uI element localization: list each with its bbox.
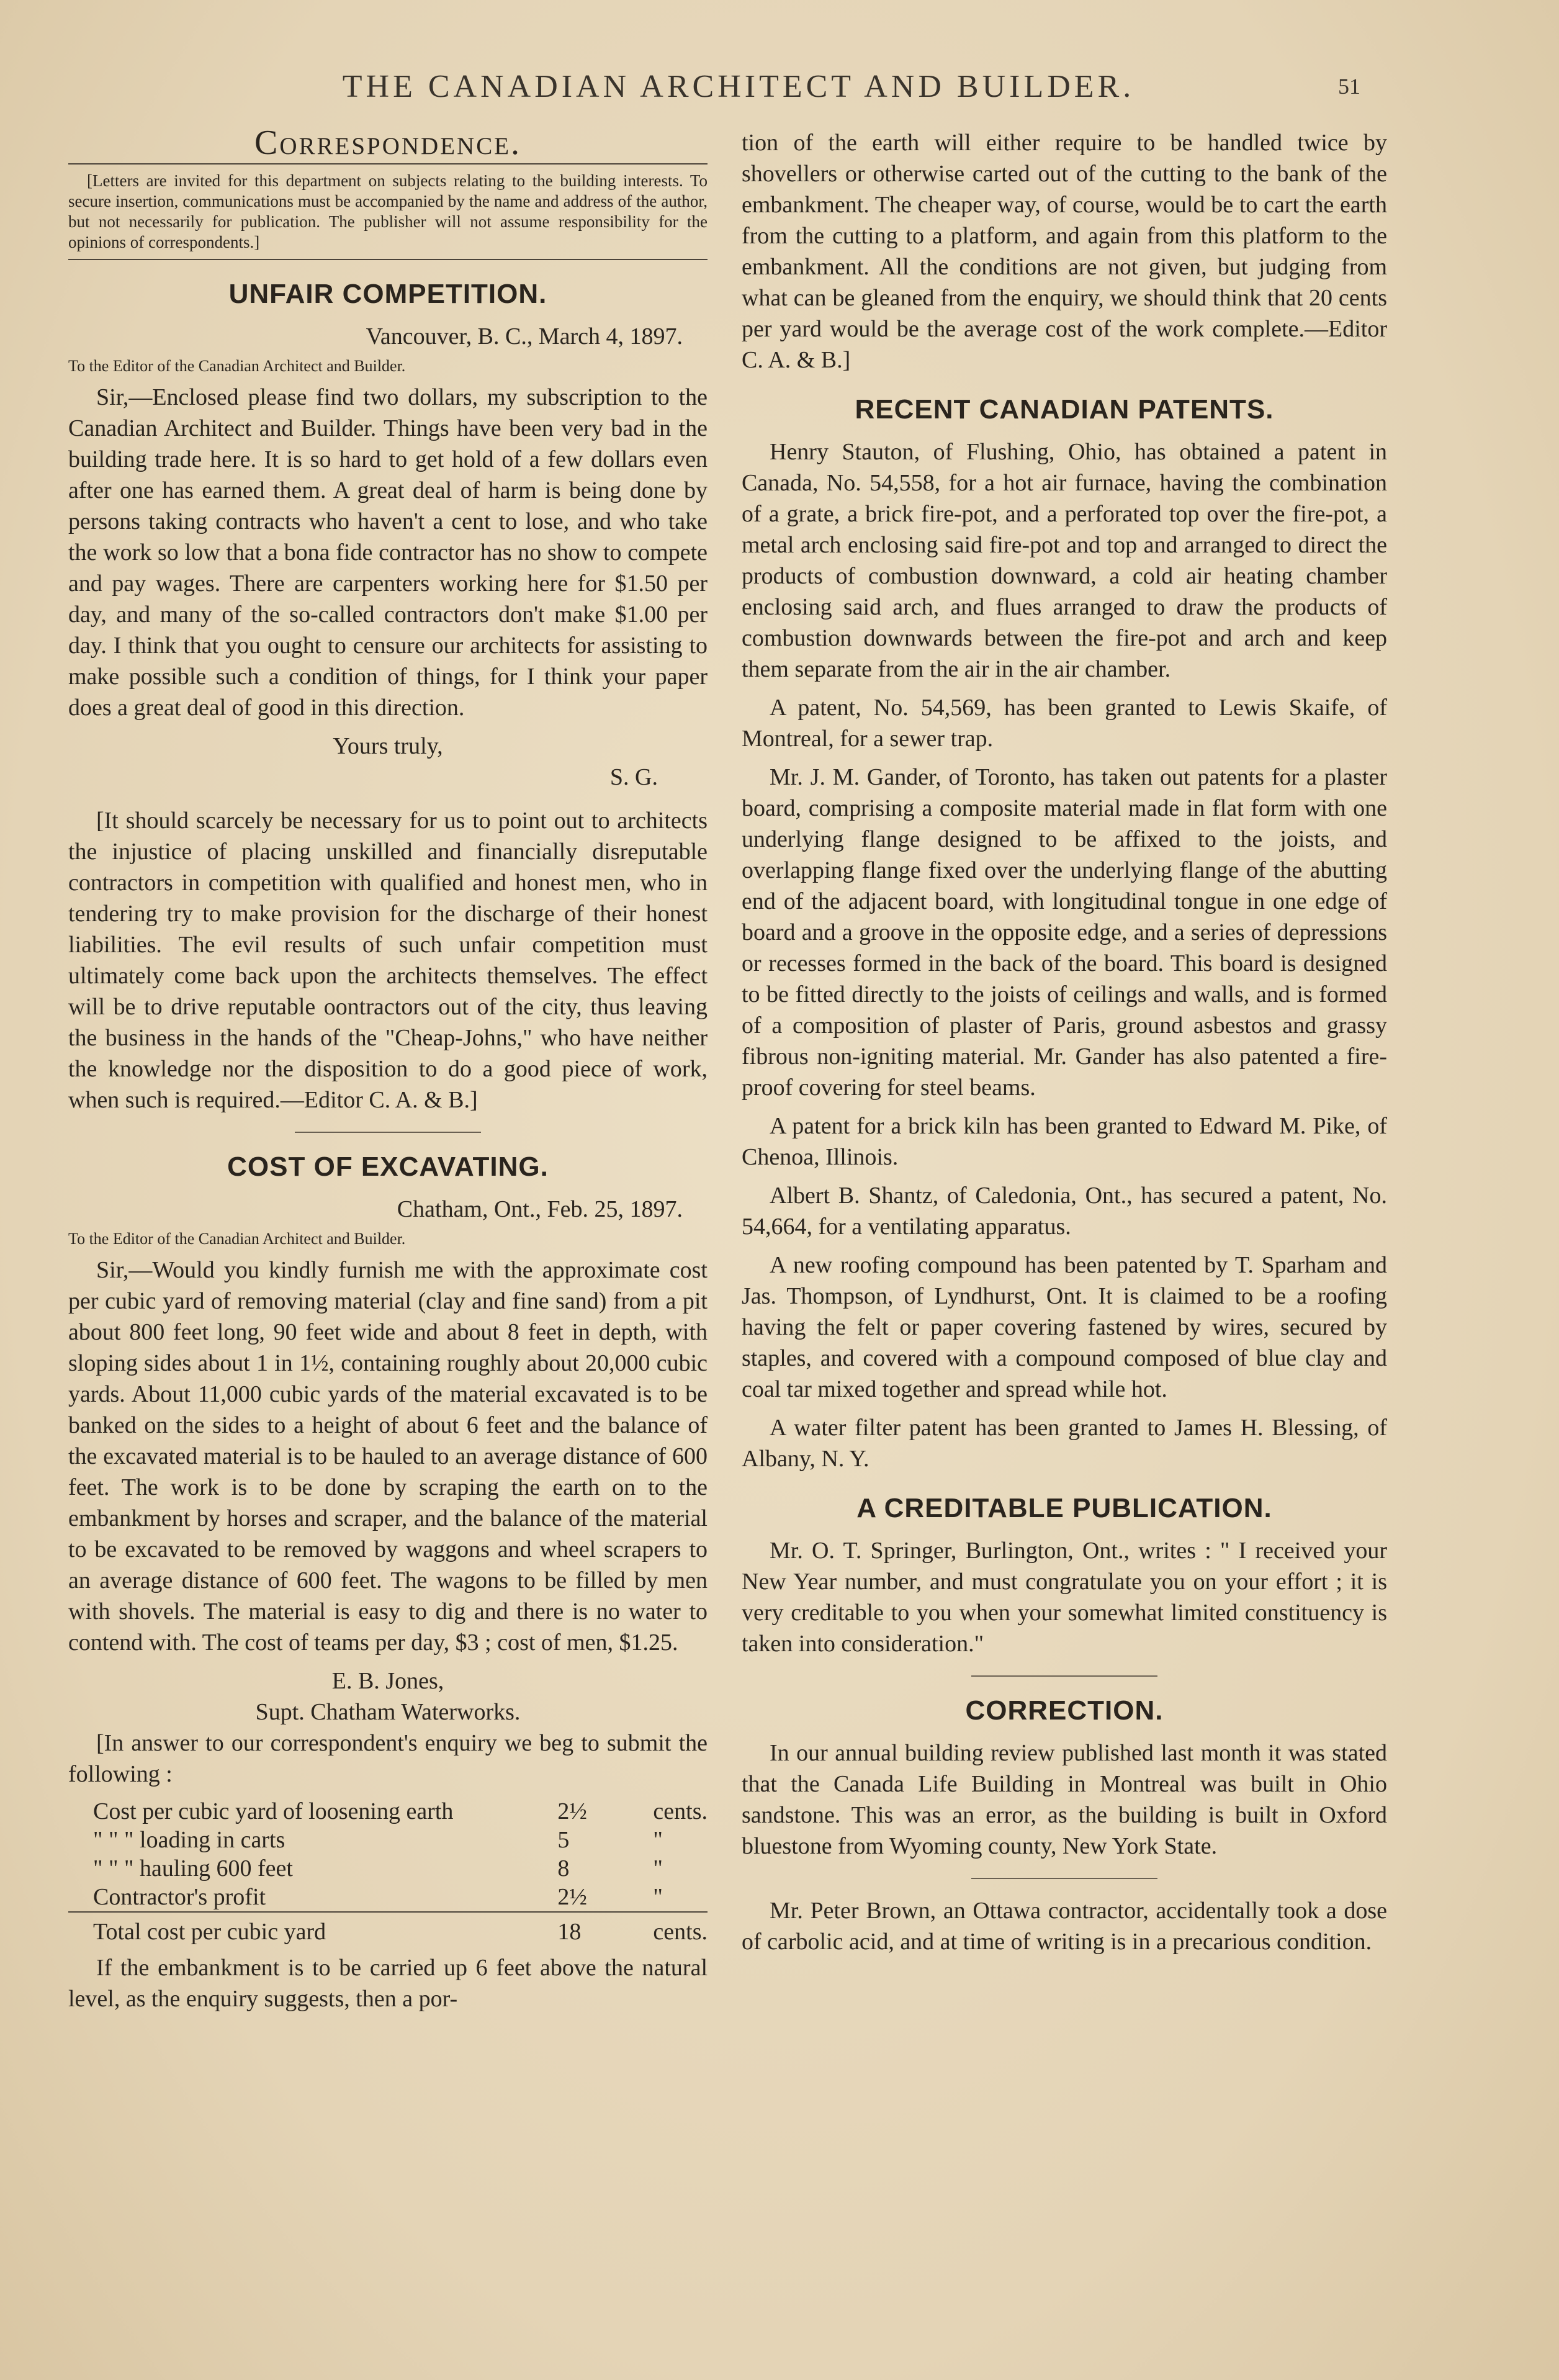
final-note: Mr. Peter Brown, an Ottawa contractor, accidentally took a dose of carbolic acid, and at time of writing is in a precarious condition. xyxy=(742,1898,1387,1955)
excavating-signature-name: E. B. Jones, xyxy=(331,1668,444,1694)
page-header xyxy=(0,68,1559,118)
cost-value: 2½ xyxy=(557,1798,587,1824)
unfair-closing: Yours truly, xyxy=(333,733,443,759)
cost-unit: " xyxy=(653,1884,663,1910)
cost-label: Contractor's profit xyxy=(93,1884,266,1910)
creditable-title: A CREDITABLE PUBLICATION. xyxy=(856,1493,1272,1523)
cost-table xyxy=(68,1797,708,1946)
patent-item: A new roofing compound has been patented by T. Sparham and Jas. Thompson, of Lyndhurst, Ont. It is claimed to be a roofing having the felt or paper covering fastened by wires, secured by staples, and covered with a compound composed of blue clay and coal tar mixed together and spread while hot. xyxy=(742,1252,1387,1402)
publication-title: THE CANADIAN ARCHITECT AND BUILDER. xyxy=(342,69,1135,104)
patent-item: Albert B. Shantz, of Caledonia, Ont., has secured a patent, No. 54,664, for a ventilating apparatus. xyxy=(742,1183,1387,1240)
right-column xyxy=(742,127,1387,1965)
page-number: 51 xyxy=(1338,74,1360,99)
unfair-signature: S. G. xyxy=(609,764,658,790)
excavating-to-editor: To the Editor of the Canadian Architect and Builder. xyxy=(68,1230,406,1248)
patent-item: A patent, No. 54,569, has been granted to Lewis Skaife, of Montreal, for a sewer trap. xyxy=(742,695,1387,752)
excavating-continuation: tion of the earth will either require to be handled twice by shovellers or otherwise carted out of the cutting to the bank of the embankment. The cheaper way, of course, would be to cart the earth from the cutting to a platform, and again from this platform to the embankment. All the conditions are not given, but judging from what can be gleaned from the enquiry, we should think that 20 cents per yard would be the average cost of the work complete.—Editor C. A. & B.] xyxy=(742,130,1387,373)
cost-value: 8 xyxy=(557,1855,570,1882)
cost-value: 5 xyxy=(557,1827,570,1853)
excavating-dateline: Chatham, Ont., Feb. 25, 1897. xyxy=(397,1196,683,1222)
excavating-signature-title: Supt. Chatham Waterworks. xyxy=(255,1699,521,1725)
cost-label: Cost per cubic yard of loosening earth xyxy=(93,1798,454,1824)
table-row xyxy=(68,1797,708,1826)
unfair-to-editor: To the Editor of the Canadian Architect and Builder. xyxy=(68,357,406,375)
table-row-total xyxy=(68,1912,708,1946)
unfair-letter-body: Sir,—Enclosed please find two dollars, my subscription to the Canadian Architect and Builder. Things have been very bad in the building trade here. It is so hard to get hold of a few dollars even after one has earned them. A great deal of harm is being done by persons taking contracts who haven't a cent to lose, and who take the work so low that a bona fide contractor has no show to compete and pay wages. There are carpenters working here for $1.50 per day, and many of the so-called contractors don't make $1.00 per day. I think that you ought to censure our architects for assisting to make possible such a condition of things, for I think your paper does a great deal of good in this direction. xyxy=(68,384,708,721)
left-column xyxy=(68,124,708,2022)
excavating-letter-body: Sir,—Would you kindly furnish me with the approximate cost per cubic yard of removing material (clay and fine sand) from a pit about 800 feet long, 90 feet wide and about 8 feet in depth, with sloping sides about 1 in 1½, containing roughly about 20,000 cubic yards. About 11,000 cubic yards of the material excavated is to be banked on the sides to a height of about 6 feet and the balance of the excavated material is to be hauled to an average distance of 600 feet. The work is to be done by scraping the earth on to the embankment by horses and scraper, and the balance of the material to be excavated to be removed by waggons and wheel scrapers to an average distance of 600 feet. The wagons to be filled by men with shovels. The material is easy to dig and there is no water to contend with. The cost of teams per day, $3 ; cost of men, $1.25. xyxy=(68,1257,708,1656)
section-divider xyxy=(971,1675,1157,1677)
cost-label: " " " loading in carts xyxy=(93,1827,285,1853)
cost-unit: cents. xyxy=(653,1798,708,1824)
correction-body: In our annual building review published last month it was stated that the Canada Life Building in Montreal was built in Ohio sandstone. This was an error, as the building is built in Oxford bluestone from Wyoming county, New York State. xyxy=(742,1740,1387,1859)
unfair-competition-title: UNFAIR COMPETITION. xyxy=(228,279,547,309)
correspondence-note: [Letters are invited for this department on subjects relating to the building interests. To secure insertion, communications must be accompanied by the name and address of the author, but not necessarily for publication. The publisher will not assume responsibility for the opinions of correspondents.] xyxy=(68,163,708,260)
unfair-dateline: Vancouver, B. C., March 4, 1897. xyxy=(366,323,683,349)
total-value: 18 xyxy=(557,1912,653,1946)
table-row xyxy=(68,1883,708,1912)
unfair-editor-reply: [It should scarcely be necessary for us to point out to architects the injustice of placing unskilled and financially disreputable contractors in competition with qualified and honest men, who in tendering try to make provision for the discharge of their honest liabilities. The evil results of such unfair competition must ultimately come back upon the architects themselves. The effect will be to drive reputable oontractors out of the city, thus leaving the business in the hands of the "Cheap-Johns," who have neither the knowledge nor the disposition to do a good piece of work, when such is required.—Editor C. A. & B.] xyxy=(68,808,708,1113)
patents-title: RECENT CANADIAN PATENTS. xyxy=(855,394,1274,425)
patent-item: Henry Stauton, of Flushing, Ohio, has obtained a patent in Canada, No. 54,558, for a hot air furnace, having the combination of a grate, a brick fire-pot, and a perforated top over the fire-pot, a metal arch enclosing said fire-pot and top and arranged to direct the products of combustion downward, a cold air heating chamber enclosing said arch, and flues arranged to draw the products of combustion downwards between the fire-pot and arch and keep them separate from the air in the air chamber. xyxy=(742,439,1387,682)
patent-item: A patent for a brick kiln has been granted to Edward M. Pike, of Chenoa, Illinois. xyxy=(742,1113,1387,1170)
table-row xyxy=(68,1826,708,1854)
section-divider xyxy=(971,1878,1157,1879)
total-unit: cents. xyxy=(653,1912,708,1946)
creditable-body: Mr. O. T. Springer, Burlington, Ont., writes : " I received your New Year number, and must congratulate you on your effort ; it is very creditable to you when your somewhat limited constituency is taken into consideration." xyxy=(742,1538,1387,1657)
cost-label: " " " hauling 600 feet xyxy=(93,1855,293,1882)
excavating-title: COST OF EXCAVATING. xyxy=(227,1152,549,1182)
excavating-answer-intro: [In answer to our correspondent's enquiry we beg to submit the following : xyxy=(68,1730,708,1787)
correction-title: CORRECTION. xyxy=(965,1695,1164,1726)
section-divider xyxy=(295,1132,481,1133)
correspondence-heading: Correspondence. xyxy=(254,124,522,162)
table-row xyxy=(68,1854,708,1883)
cost-value: 2½ xyxy=(557,1884,587,1910)
total-label: Total cost per cubic yard xyxy=(68,1912,557,1946)
excavating-conclusion: If the embankment is to be carried up 6 feet above the natural level, as the enquiry suggests, then a por- xyxy=(68,1955,708,2012)
cost-unit: " xyxy=(653,1855,663,1882)
cost-unit: " xyxy=(653,1827,663,1853)
patent-item: Mr. J. M. Gander, of Toronto, has taken out patents for a plaster board, comprising a composite material made in flat form with one underlying flange designed to be affixed to the joists, and overlapping flange fixed over the underlying flange of the abutting end of the adjacent board, with longitudinal tongue in one edge of board and a groove in the opposite edge, and a series of depressions or recesses formed in the back of the board. This board is designed to be fitted directly to the joists of ceilings and walls, and is formed of a composition of plaster of Paris, ground asbestos and grassy fibrous non-igniting material. Mr. Gander has also patented a fire-proof covering for steel beams. xyxy=(742,764,1387,1101)
patent-item: A water filter patent has been granted to James H. Blessing, of Albany, N. Y. xyxy=(742,1415,1387,1472)
